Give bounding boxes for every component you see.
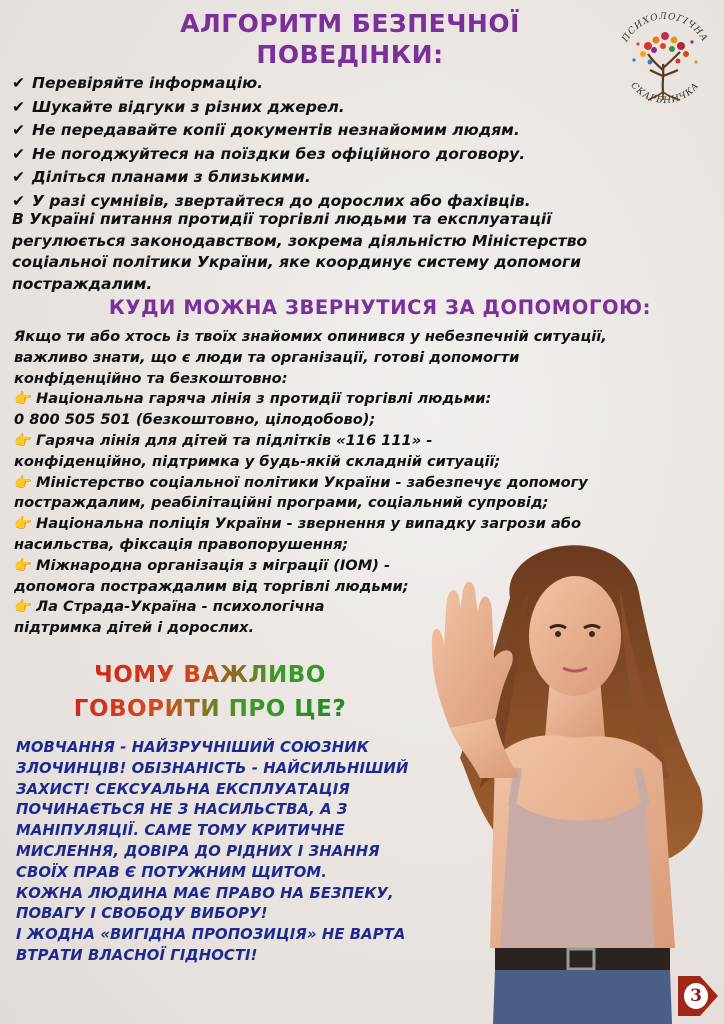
message-line: ПОВАГУ І СВОБОДУ ВИБОРУ! <box>16 905 268 923</box>
help-item: 👉 Міністерство соціальної політики України - забезпечує допомогу <box>14 473 714 494</box>
help-intro-line: важливо знати, що є люди та організації, готові допомогти <box>14 348 520 366</box>
message-line: ВТРАТИ ВЛАСНОЇ ГІДНОСТІ! <box>16 946 258 964</box>
law-paragraph <box>12 209 712 295</box>
pointing-hand-icon: 👉 <box>14 390 33 408</box>
help-item: 👉 Ла Страда-Україна - психологічна <box>14 597 714 618</box>
check-icon: ✔ <box>12 144 25 163</box>
check-icon: ✔ <box>12 74 25 92</box>
check-icon: ✔ <box>12 191 25 210</box>
law-line: соціальної політики України, яке координує систему допомоги <box>12 253 581 271</box>
help-item: 👉 Національна гаряча лінія з протидії торгівлі людьми: <box>14 389 714 410</box>
check-icon: ✔ <box>12 97 25 116</box>
help-intro-line: конфіденційно та безкоштовно: <box>14 369 288 387</box>
why-heading-line-2: ГОВОРИТИ ПРО ЦЕ? <box>30 692 390 726</box>
help-item-line: постраждалим, реабілітаційні програми, соціальний супровід; <box>14 494 549 512</box>
logo-text-top: ПСИХОЛОГІЧНА <box>620 11 710 45</box>
law-line: регулюється законодавством, зокрема діяльністю Міністерство <box>12 231 588 250</box>
message-line: МИСЛЕННЯ, ДОВІРА ДО РІДНИХ І ЗНАННЯ <box>16 842 380 860</box>
message-line: ЗАХИСТ! СЕКСУАЛЬНА ЕКСПЛУАТАЦІЯ <box>16 780 350 798</box>
safety-checklist <box>12 72 652 213</box>
help-item: 👉 Національна поліція України - звернення у випадку загрози або <box>14 514 714 535</box>
help-item-line: 0 800 505 501 (безкоштовно, цілодобово); <box>14 411 376 429</box>
pointing-hand-icon: 👉 <box>14 598 33 616</box>
help-item-line: допомога постраждалим від торгівлі людьми; <box>14 577 409 595</box>
message-line: СВОЇХ ПРАВ Є ПОТУЖНИМ ЩИТОМ. <box>16 863 327 881</box>
checklist-item: ✔ Не погоджуйтеся на поїздки без офіційного договору. <box>12 143 652 167</box>
checklist-item: ✔ Діліться планами з близькими. <box>12 166 652 190</box>
message-line: ЗЛОЧИНЦІВ! ОБІЗНАНІСТЬ - НАЙСИЛЬНІШИЙ <box>16 759 409 777</box>
title-line-1: АЛГОРИТМ БЕЗПЕЧНОЇ <box>180 9 520 38</box>
logo-text-bottom: СКАРБНИЧКА <box>628 80 702 107</box>
help-item-line: насильства, фіксація правопорушення; <box>14 535 349 553</box>
page-number: 3 <box>684 983 708 1009</box>
awareness-message <box>16 738 426 967</box>
page-number-container <box>678 976 718 1016</box>
help-heading: КУДИ МОЖНА ЗВЕРНУТИСЯ ЗА ДОПОМОГОЮ: <box>108 296 652 319</box>
help-item: 👉 Міжнародна організація з міграції (IOM) - <box>14 556 714 577</box>
message-line: ПОЧИНАЄТЬСЯ НЕ З НАСИЛЬСТВА, А З <box>16 801 348 819</box>
message-line: КОЖНА ЛЮДИНА МАЄ ПРАВО НА БЕЗПЕКУ, <box>16 884 394 902</box>
check-icon: ✔ <box>12 121 25 139</box>
help-item-line: підтримка дітей і дорослих. <box>14 619 255 637</box>
message-line: І ЖОДНА «ВИГІДНА ПРОПОЗИЦІЯ» НЕ ВАРТА <box>16 926 406 944</box>
title-line-2: ПОВЕДІНКИ: <box>256 40 444 69</box>
help-item: 👉 Гаряча лінія для дітей та підлітків «116 111» - <box>14 431 714 452</box>
law-line: В Україні питання протидії торгівлі людьми та експлуатації <box>12 210 552 228</box>
checklist-item: ✔ Не передавайте копії документів незнайомим людям. <box>12 119 652 143</box>
pointing-hand-icon: 👉 <box>14 473 33 491</box>
woman-stop-gesture-image <box>400 528 724 1024</box>
message-line: МОВЧАННЯ - НАЙЗРУЧНІШИЙ СОЮЗНИК <box>16 739 369 756</box>
help-item-line: конфіденційно, підтримка у будь-якій складній ситуації; <box>14 452 501 470</box>
page-title <box>120 8 580 70</box>
checklist-item: ✔ У разі сумнівів, звертайтеся до дорослих або фахівців. <box>12 190 652 214</box>
message-line: МАНІПУЛЯЦІЇ. САМЕ ТОМУ КРИТИЧНЕ <box>16 822 345 840</box>
law-line: постраждалим. <box>12 274 153 293</box>
checklist-item: ✔ Перевіряйте інформацію. <box>12 72 652 96</box>
why-heading <box>30 658 390 726</box>
checklist-item: ✔ Шукайте відгуки з різних джерел. <box>12 96 652 120</box>
why-heading-line-1: ЧОМУ ВАЖЛИВО <box>30 658 390 692</box>
help-intro-line: Якщо ти або хтось із твоїх знайомих опинився у небезпечній ситуації, <box>14 328 607 345</box>
pointing-hand-icon: 👉 <box>14 515 33 533</box>
pointing-hand-icon: 👉 <box>14 431 33 449</box>
check-icon: ✔ <box>12 168 25 186</box>
pointing-hand-icon: 👉 <box>14 556 33 574</box>
